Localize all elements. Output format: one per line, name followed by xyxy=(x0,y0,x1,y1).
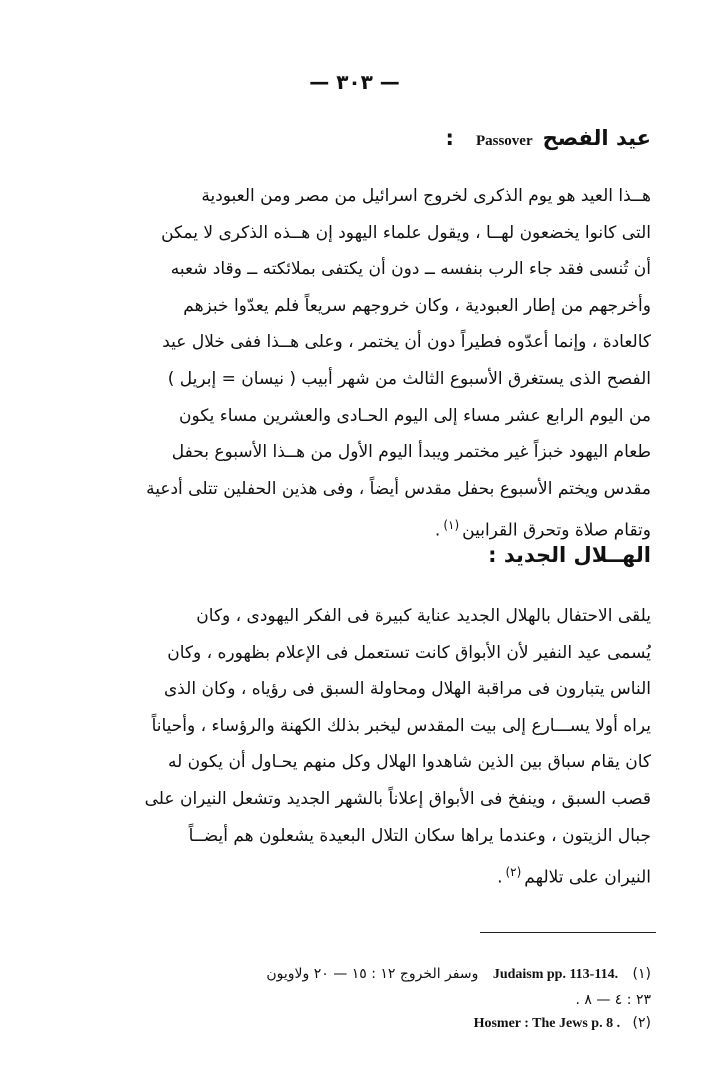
section-heading-passover xyxy=(446,126,651,150)
text-line: مقدس ويختم الأسبوع بحفل مقدس أيضاً ، وفى هذين الحفلين تتلى أدعية xyxy=(146,478,651,499)
text-line: هــذا العيد هو يوم الذكرى لخروج اسرائيل من مصر ومن العبودية xyxy=(201,186,651,206)
footnote-1 xyxy=(266,966,651,983)
heading-colon: : xyxy=(445,126,454,150)
footnote-1-arabic: وسفر الخروج ١٢ : ١٥ — ٢٠ ولاويون xyxy=(266,966,479,982)
text-line: الناس يتبارون فى مراقبة الهلال ومحاولة السبق فى رؤياه ، وكان الذى xyxy=(163,679,651,700)
footnote-2-latin: Hosmer : The Jews p. 8 . xyxy=(473,1016,621,1031)
text-line: الفصح الذى يستغرق الأسبوع الثالث من شهر أبيب ( نيسان = إبريل ) xyxy=(167,368,651,389)
text-line: كالعادة ، وإنما أعدّوه فطيراً دون أن يختمر ، وعلى هــذا ففى خلال عيد xyxy=(162,332,651,353)
footnote-ref-1: (١) xyxy=(443,518,460,533)
footnote-divider xyxy=(480,932,656,933)
text-line-content: وتقام صلاة وتحرق القرابين xyxy=(462,521,651,541)
text-line-content: النيران على تلالهم xyxy=(524,867,651,888)
text-line: كان يقام سباق بين الذين شاهدوا الهلال وكل منهم يحـاول أن يكون له xyxy=(167,752,651,773)
text-line: من اليوم الرابع عشر مساء إلى اليوم الحـادى والعشرين مساء يكون xyxy=(178,405,651,426)
footnote-ref-2: (٢) xyxy=(505,865,522,880)
section-heading-new-moon: الهــلال الجديد : xyxy=(488,543,651,567)
text-line: جبال الزيتون ، وعندما يراها سكان التلال البعيدة يشعلون هم أيضــاً xyxy=(188,825,651,846)
footnote-2-number: (٢) xyxy=(632,1015,651,1031)
text-line: طعام اليهود خبزاً غير مختمر ويبدأ اليوم الأول من هــذا الأسبوع بحفل xyxy=(171,442,651,463)
text-line: يراه أولا يســـارع إلى بيت المقدس ليخبر بذلك الكهنة والرؤساء ، وأحياناً xyxy=(151,715,651,736)
text-line-last xyxy=(88,854,651,896)
text-line: يُسمى عيد النفير لأن الأبواق كانت تستعمل فى الإعلام بظهوره ، وكان xyxy=(167,642,651,663)
footnote-1-continuation xyxy=(575,992,651,1008)
footnote-1-cont-text: ٢٣ : ٤ — ٨ . xyxy=(575,992,651,1008)
text-line: قصب السبق ، وينفخ فى الأبواق إعلاناً بالشهر الجديد وتشعل النيران على xyxy=(144,788,651,809)
line-end-mark: . xyxy=(434,521,441,541)
text-line: يلقى الاحتفال بالهلال الجديد عناية كبيرة فى الفكر اليهودى ، وكان xyxy=(196,606,651,626)
passover-paragraph xyxy=(88,178,651,550)
footnote-1-number: (١) xyxy=(632,966,651,982)
line-end-mark: . xyxy=(497,867,503,888)
footnote-1-latin: Judaism pp. 113-114. xyxy=(492,967,619,982)
new-moon-paragraph xyxy=(88,598,651,896)
page-number: — ٣٠٣ — xyxy=(309,70,400,94)
text-line: التى كانوا يخضعون لهــا ، ويقول علماء اليهود إن هــذه الذكرى لا يمكن xyxy=(161,222,651,243)
heading-arabic: عيد الفصح xyxy=(542,126,651,150)
footnote-2 xyxy=(466,1015,651,1032)
text-line: أن تُنسى فقد جاء الرب بنفسه ــ دون أن يكتفى بملائكته ــ وقاد شعبه xyxy=(170,259,651,280)
heading-latin: Passover xyxy=(475,133,533,149)
text-line: وأخرجهم من إطار العبودية ، وكان خروجهم سريعاً فلم يعدّوا خبزهم xyxy=(183,295,651,316)
